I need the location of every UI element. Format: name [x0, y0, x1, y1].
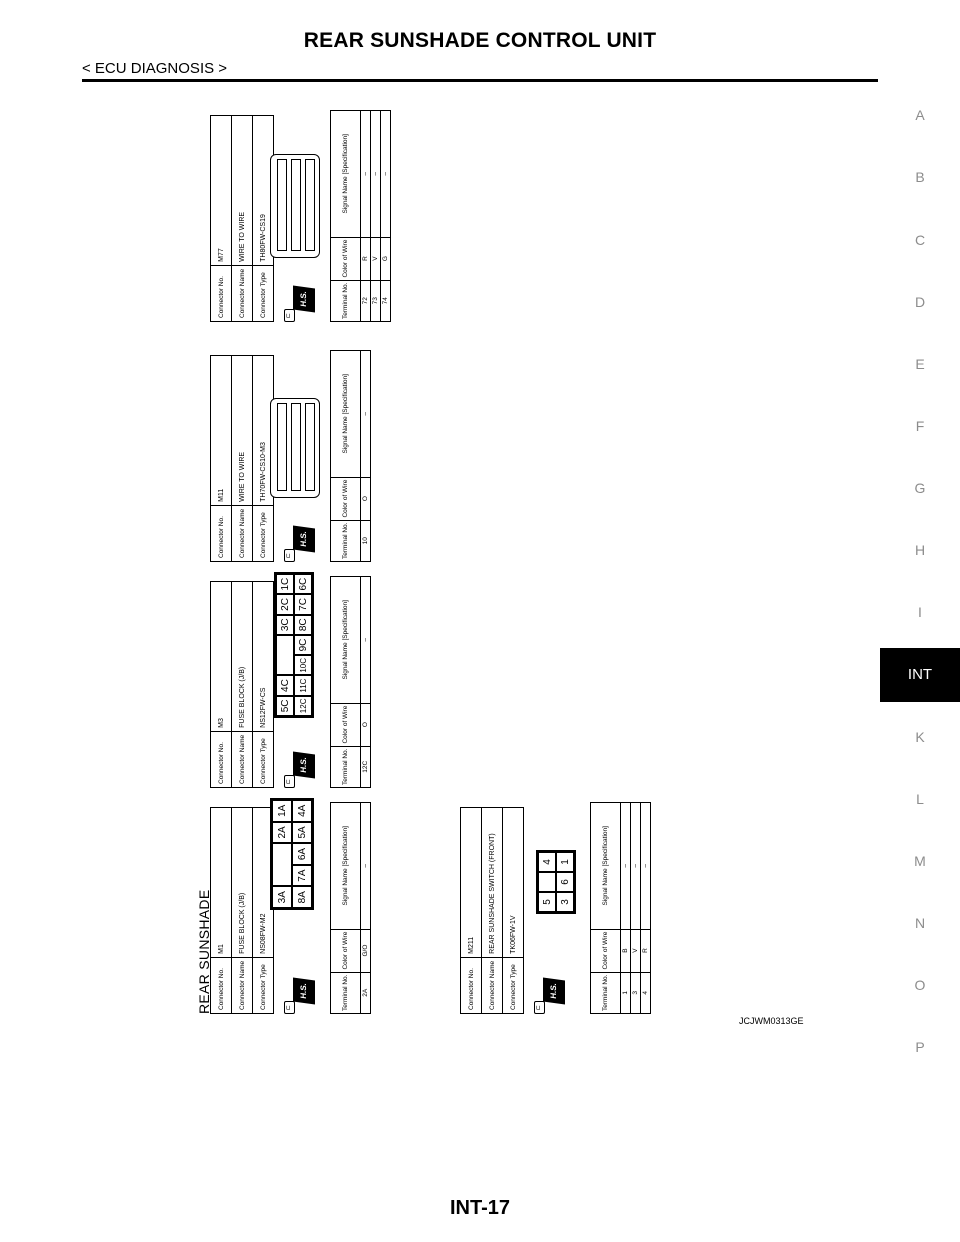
connector-m3-terminal-table — [330, 576, 371, 788]
header-rule — [82, 79, 878, 82]
terminal-no: 2A — [361, 972, 371, 1013]
pin-row — [305, 159, 315, 251]
connector-m77-terminal-table — [330, 110, 391, 322]
side-tab-h[interactable]: H — [914, 542, 926, 558]
side-tab-o[interactable]: O — [914, 977, 926, 993]
connector-m3-type: NS12FW-CS — [253, 581, 274, 731]
pin: 2C — [276, 594, 294, 614]
header-color-of-wire: Color of Wire — [331, 929, 361, 972]
header-signal-name: Signal Name [Specification] — [331, 111, 361, 238]
side-tab-a[interactable]: A — [915, 107, 925, 123]
label-connector-no: Connector No. — [211, 731, 232, 787]
pin: 12C — [294, 696, 312, 716]
connector-m1-no: M1 — [211, 807, 232, 957]
hs-icon — [284, 286, 318, 322]
pin: 10C — [294, 655, 312, 675]
side-tab-p[interactable]: P — [915, 1039, 925, 1055]
connector-plug-icon: ⊏ — [284, 549, 295, 562]
hs-icon — [284, 526, 318, 562]
side-tab-k[interactable]: K — [915, 729, 925, 745]
pin-row — [291, 159, 301, 251]
connector-m11-face — [270, 398, 320, 498]
connector-plug-icon: ⊏ — [284, 775, 295, 788]
figure-code: JCJWM0313GE — [739, 1016, 804, 1026]
signal-name: – — [641, 803, 651, 930]
pin: 3 — [556, 892, 574, 912]
connector-diagram-rotated — [180, 98, 660, 1018]
connector-m211-info — [460, 807, 524, 1014]
pin-row — [305, 403, 315, 491]
pin: 1 — [556, 852, 574, 872]
pin: 11C — [294, 675, 312, 695]
label-connector-name: Connector Name — [232, 731, 253, 787]
connector-plug-icon: ⊏ — [284, 1001, 295, 1014]
label-connector-no: Connector No. — [211, 957, 232, 1013]
label-connector-type: Connector Type — [253, 957, 274, 1013]
header-signal-name: Signal Name [Specification] — [331, 577, 361, 704]
terminal-no: 1 — [621, 972, 631, 1013]
pin: 6 — [556, 872, 574, 892]
connector-plug-icon: ⊏ — [284, 309, 295, 322]
label-connector-type: Connector Type — [253, 731, 274, 787]
page-title: REAR SUNSHADE CONTROL UNIT — [303, 29, 657, 52]
pin-row — [277, 403, 287, 491]
pin: 4 — [538, 852, 556, 872]
signal-name: – — [381, 111, 391, 238]
pin: 9C — [294, 635, 312, 655]
header-terminal-no: Terminal No. — [331, 746, 361, 787]
pin: 7A — [292, 865, 312, 887]
connector-m211-type: TK06FW-1V — [503, 807, 524, 957]
header-terminal-no: Terminal No. — [331, 972, 361, 1013]
pin: 4A — [292, 800, 312, 822]
connector-m1-name: FUSE BLOCK (J/B) — [232, 807, 253, 957]
terminal-no: 3 — [631, 972, 641, 1013]
connector-m77-info — [210, 115, 274, 322]
wire-color: B — [621, 929, 631, 972]
side-tab-c[interactable]: C — [914, 232, 926, 248]
pin: 3A — [272, 886, 292, 908]
connector-m77-name: WIRE TO WIRE — [232, 115, 253, 265]
connector-m211-pin-face — [536, 850, 576, 914]
pin: 5C — [276, 696, 294, 716]
header-color-of-wire: Color of Wire — [331, 703, 361, 746]
connector-m11-no: M11 — [211, 355, 232, 505]
header-color-of-wire: Color of Wire — [591, 929, 621, 972]
connector-m1-pin-face — [270, 798, 314, 910]
signal-name: – — [361, 351, 371, 478]
label-connector-type: Connector Type — [253, 505, 274, 561]
label-connector-no: Connector No. — [211, 265, 232, 321]
side-tab-d[interactable]: D — [914, 294, 926, 310]
pin: 5A — [292, 822, 312, 844]
connector-m3-info — [210, 581, 274, 788]
connector-m11-info — [210, 355, 274, 562]
pin: 3C — [276, 615, 294, 635]
pin: 1C — [276, 574, 294, 594]
pin-key — [538, 872, 556, 892]
side-tab-e[interactable]: E — [915, 356, 925, 372]
hs-icon — [284, 978, 318, 1014]
hs-label: H.S. — [293, 525, 315, 552]
connector-m211-terminal-table — [590, 802, 651, 1014]
terminal-no: 73 — [371, 280, 381, 321]
terminal-no: 10 — [361, 520, 371, 561]
wire-color: G/O — [361, 929, 371, 972]
signal-name: – — [371, 111, 381, 238]
pin: 1A — [272, 800, 292, 822]
connector-m77-no: M77 — [211, 115, 232, 265]
wire-color: R — [641, 929, 651, 972]
side-tab-m[interactable]: M — [914, 853, 926, 869]
header-color-of-wire: Color of Wire — [331, 237, 361, 280]
label-connector-name: Connector Name — [232, 505, 253, 561]
label-connector-type: Connector Type — [253, 265, 274, 321]
header-color-of-wire: Color of Wire — [331, 477, 361, 520]
connector-m211-no: M211 — [461, 807, 482, 957]
header-terminal-no: Terminal No. — [591, 972, 621, 1013]
label-connector-no: Connector No. — [211, 505, 232, 561]
terminal-no: 74 — [381, 280, 391, 321]
page-number: INT-17 — [449, 1197, 511, 1219]
pin-key — [276, 635, 294, 676]
connector-m1-type: NS08FW-M2 — [253, 807, 274, 957]
connector-m11-terminal-table — [330, 350, 371, 562]
pin: 8C — [294, 615, 312, 635]
diagram-title: REAR SUNSHADE — [196, 889, 212, 1014]
connector-m211-name: REAR SUNSHADE SWITCH (FRONT) — [482, 807, 503, 957]
pin: 2A — [272, 822, 292, 844]
terminal-no: 12C — [361, 746, 371, 787]
side-tab-g[interactable]: G — [914, 480, 926, 496]
connector-m3-name: FUSE BLOCK (J/B) — [232, 581, 253, 731]
connector-m77-type: TH80FW-CS19 — [253, 115, 274, 265]
side-tab-i[interactable]: I — [918, 604, 922, 620]
pin: 7C — [294, 594, 312, 614]
signal-name: – — [361, 577, 371, 704]
wire-color: G — [381, 237, 391, 280]
connector-plug-icon: ⊏ — [534, 1001, 545, 1014]
hs-icon — [284, 752, 318, 788]
connector-m11-name: WIRE TO WIRE — [232, 355, 253, 505]
connector-diagram — [180, 98, 660, 1018]
signal-name: – — [361, 803, 371, 930]
connector-m3-no: M3 — [211, 581, 232, 731]
wire-color: V — [371, 237, 381, 280]
label-connector-type: Connector Type — [503, 957, 524, 1013]
side-tab-n[interactable]: N — [914, 915, 926, 931]
side-tab-l[interactable]: L — [916, 791, 924, 807]
pin: 5 — [538, 892, 556, 912]
label-connector-no: Connector No. — [461, 957, 482, 1013]
header-signal-name: Signal Name [Specification] — [331, 803, 361, 930]
signal-name: – — [631, 803, 641, 930]
connector-m1-info — [210, 807, 274, 1014]
side-tab-f[interactable]: F — [915, 418, 925, 434]
signal-name: – — [361, 111, 371, 238]
hs-label: H.S. — [293, 751, 315, 778]
header-signal-name: Signal Name [Specification] — [331, 351, 361, 478]
header-signal-name: Signal Name [Specification] — [591, 803, 621, 930]
header-terminal-no: Terminal No. — [331, 280, 361, 321]
pin: 4C — [276, 675, 294, 695]
hs-label: H.S. — [543, 977, 565, 1004]
side-tab-b[interactable]: B — [915, 169, 925, 185]
hs-label: H.S. — [293, 977, 315, 1004]
connector-m3-pin-face — [274, 572, 314, 718]
header-terminal-no: Terminal No. — [331, 520, 361, 561]
wire-color: O — [361, 703, 371, 746]
terminal-no: 4 — [641, 972, 651, 1013]
hs-icon — [534, 978, 568, 1014]
connector-m11-type: TH70FW-CS10-M3 — [253, 355, 274, 505]
pin: 6A — [292, 843, 312, 865]
pin-key — [272, 843, 292, 886]
pin: 8A — [292, 886, 312, 908]
wire-color: O — [361, 477, 371, 520]
connector-m1-terminal-table — [330, 802, 371, 1014]
pin-row — [277, 159, 287, 251]
label-connector-name: Connector Name — [232, 957, 253, 1013]
signal-name: – — [621, 803, 631, 930]
terminal-no: 72 — [361, 280, 371, 321]
section-label: < ECU DIAGNOSIS > — [82, 60, 228, 77]
label-connector-name: Connector Name — [482, 957, 503, 1013]
label-connector-name: Connector Name — [232, 265, 253, 321]
pin-row — [291, 403, 301, 491]
wire-color: R — [361, 237, 371, 280]
hs-label: H.S. — [293, 285, 315, 312]
wire-color: V — [631, 929, 641, 972]
pin: 6C — [294, 574, 312, 594]
side-tab-int[interactable]: INT — [880, 648, 960, 702]
connector-m77-face — [270, 154, 320, 258]
